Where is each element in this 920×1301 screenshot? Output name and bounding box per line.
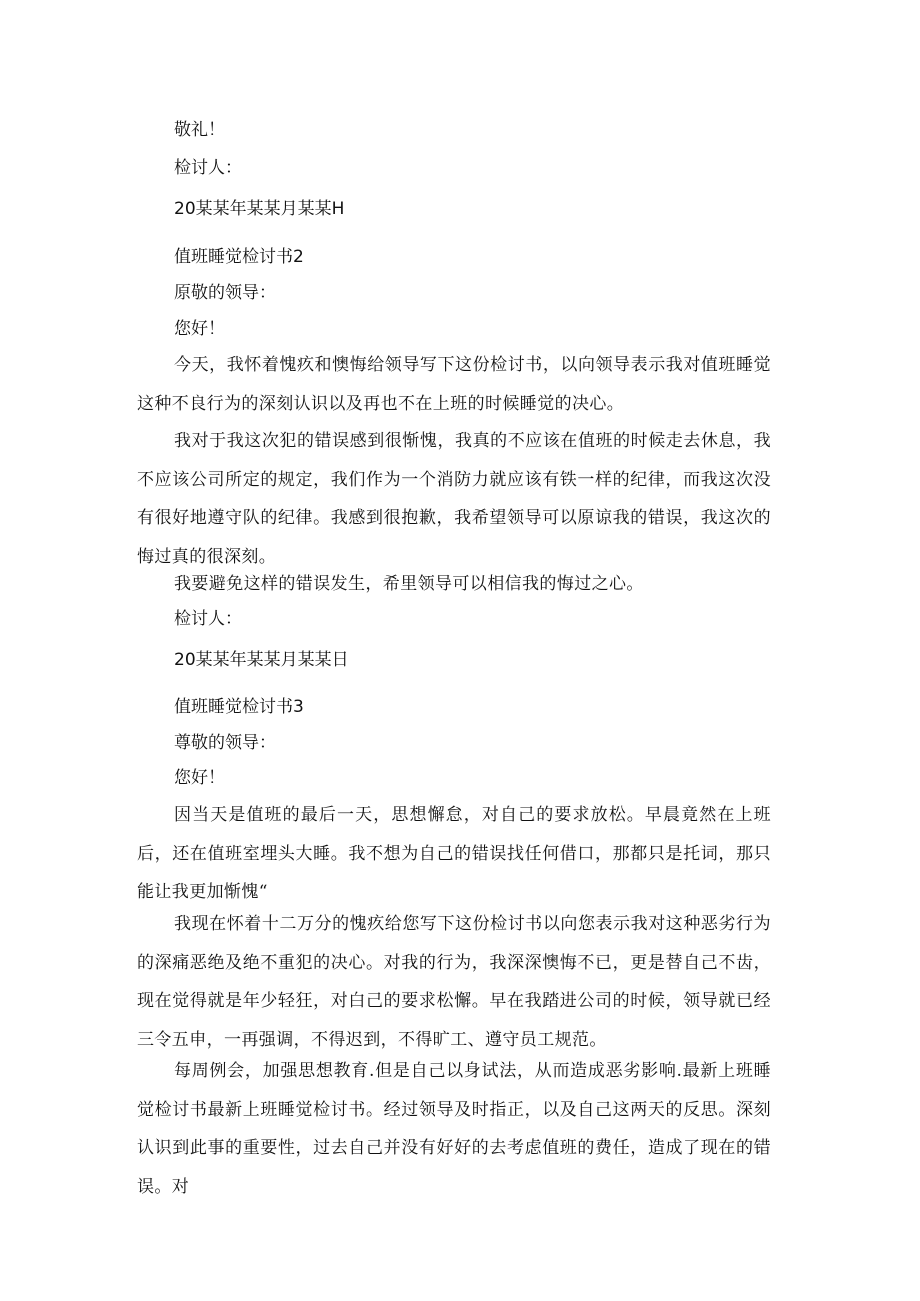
- body-paragraph: 我现在怀着十二万分的愧疚给您写下这份检讨书以向您表示我对这种恶劣行为的深痛恶绝及绝不重犯的决心。对我的行为，我深深懊悔不已，更是替自己不齿，现在觉得就是年少轻狂，对白己的要求松懈。早在我踏进公司的时候，领导就已经三令五申，一再强调，不得迟到，不得旷工、遵守员工规范。: [137, 914, 771, 1050]
- letter-greeting: 原敬的领导：: [174, 283, 276, 303]
- body-paragraph: 我要避免这样的错误发生，希里领导可以相信我的悔过之心。: [174, 574, 644, 594]
- letter-title: 值班睡觉检讨书3: [174, 697, 304, 717]
- signer-label: 检讨人：: [174, 609, 242, 629]
- letter-title: 值班睡觉检讨书2: [174, 247, 304, 267]
- signature-date: 20某某年某某月某某H: [174, 199, 345, 219]
- letter-hello: 您好！: [174, 319, 225, 339]
- body-paragraph: 今天，我怀着愧疚和懊悔给领导写下这份检讨书，以向领导表示我对值班睡觉这种不良行为的深刻认识以及再也不在上班的时候睡觉的决心。: [137, 355, 771, 414]
- body-paragraph: 因当天是值班的最后一天，思想懈怠，对自己的要求放松。早晨竟然在上班后，还在值班室埋头大睡。我不想为自己的错误找任何借口，那都只是托词，那只能让我更加惭愧“: [137, 805, 771, 902]
- signer-label: 检讨人：: [174, 158, 242, 178]
- closing-salute: 敬礼！: [174, 120, 225, 140]
- letter-hello: 您好！: [174, 768, 225, 788]
- body-paragraph: 每周例会，加强思想教育.但是自己以身试法，从而造成恶劣影响.最新上班睡觉检讨书最新上班睡觉检讨书。经过领导及时指正，以及自己这两天的反思。深刻认识到此事的重要性，过去自己并没有好好的去考虑值班的费任，造成了现在的错误。对: [137, 1061, 771, 1197]
- letter-greeting: 尊敬的领导：: [174, 733, 276, 753]
- body-paragraph: 我对于我这次犯的错误感到很惭愧，我真的不应该在值班的时候走去休息，我不应该公司所定的规定，我们作为一个消防力就应该有铁一样的纪律，而我这次没有很好地遵守队的纪律。我感到很抱歉，我希望领导可以原谅我的错误，我这次的悔过真的很深刻。: [137, 431, 771, 567]
- signature-date: 20某某年某某月某某日: [174, 650, 349, 670]
